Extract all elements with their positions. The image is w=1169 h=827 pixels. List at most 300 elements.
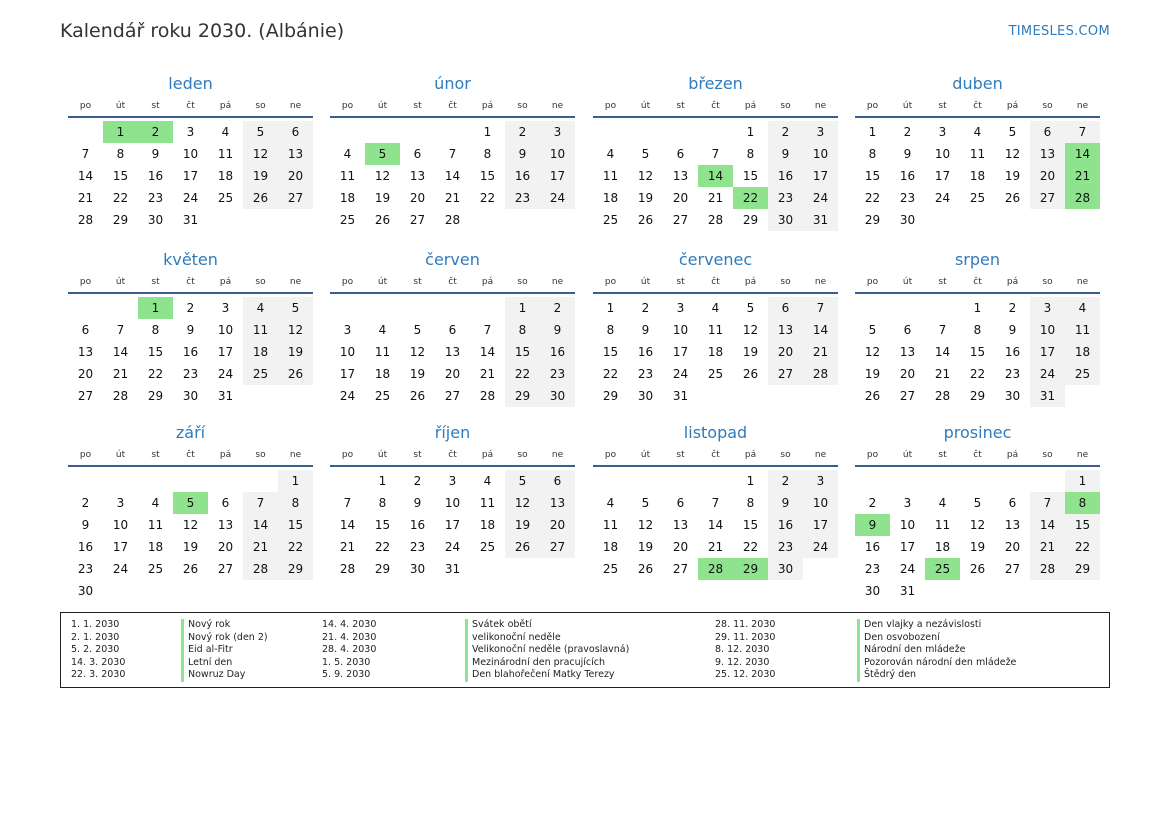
day-cell: 19 [864,367,881,381]
weekday-label: čt [186,277,195,287]
day-cell: 28 [77,213,94,227]
day-cell: 22 [602,367,619,381]
day-cell: 21 [112,367,129,381]
day-cell: 24 [112,562,129,576]
weekday-label: út [640,101,651,111]
month-srpen [855,248,1100,407]
weekday-label: ne [551,277,564,287]
day-cell: 31 [444,562,461,576]
day-cell: 22 [742,540,759,554]
legend-date: 21. 4. 2030 [322,631,377,643]
month-name: únor [434,74,471,93]
day-cell: 26 [637,213,654,227]
day-cell: 27 [444,389,461,403]
legend-holiday-name: Národní den mládeže [857,644,1016,657]
day-cell: 13 [672,518,689,532]
day-cell: 22 [112,191,129,205]
day-cell: 21 [707,540,724,554]
day-cell: 6 [1008,496,1017,510]
day-cell: 3 [938,125,947,139]
day-cell: 10 [899,518,916,532]
day-cell: 18 [243,341,278,363]
day-cell: 11 [339,169,356,183]
weekday-label: st [413,101,422,111]
day-cell: 17 [803,514,838,536]
day-cell: 18 [602,191,619,205]
day-cell: 12 [637,169,654,183]
day-cell: 4 [483,474,492,488]
day-cell: 19 [409,367,426,381]
empty-cell [855,470,890,492]
day-cell: 28 [112,389,129,403]
weekday-label: st [151,450,160,460]
day-cell: 19 [278,341,313,363]
day-cell: 28 [479,389,496,403]
holiday-day-cell: 14 [698,165,733,187]
legend-holiday-name: Den vlajky a nezávislosti [857,619,1016,632]
day-cell: 30 [637,389,654,403]
month-září [68,421,313,602]
day-cell: 27 [672,213,689,227]
day-grid [68,121,313,231]
day-cell: 7 [1065,121,1100,143]
day-cell: 30 [409,562,426,576]
day-cell: 19 [637,540,654,554]
day-cell: 18 [969,169,986,183]
weekday-label: st [413,277,422,287]
site-link[interactable]: TIMESLES.COM [1008,24,1110,39]
empty-cell [663,121,698,143]
day-cell: 6 [221,496,230,510]
day-cell: 18 [217,169,234,183]
day-cell: 9 [413,496,422,510]
day-cell: 9 [641,323,650,337]
weekday-label: po [341,450,354,460]
day-cell: 3 [1030,297,1065,319]
day-cell: 22 [278,536,313,558]
day-cell: 25 [147,562,164,576]
legend-holiday-name: Nowruz Day [181,669,268,682]
legend-date: 22. 3. 2030 [71,669,126,681]
legend-dates-2 [322,619,376,682]
empty-cell [435,121,470,143]
weekday-label: st [938,277,947,287]
day-cell: 10 [672,323,689,337]
weekday-label: so [780,277,791,287]
day-cell: 4 [606,496,615,510]
day-cell: 13 [444,345,461,359]
day-cell: 21 [243,536,278,558]
day-cell: 29 [112,213,129,227]
day-cell: 25 [339,213,356,227]
empty-cell [330,297,365,319]
holiday-day-cell: 22 [733,187,768,209]
day-cell: 18 [602,540,619,554]
weekday-header [855,272,1100,294]
month-name: červen [425,250,480,269]
day-grid [68,297,313,407]
empty-cell [68,470,103,492]
day-cell: 14 [479,345,496,359]
day-cell: 26 [374,213,391,227]
weekday-label: út [377,277,388,287]
day-cell: 30 [77,584,94,598]
day-cell: 26 [278,363,313,385]
legend-dates-1 [71,619,125,682]
empty-cell [68,297,103,319]
empty-cell [925,297,960,319]
day-cell: 2 [540,297,575,319]
day-cell: 3 [676,301,685,315]
day-cell: 17 [540,165,575,187]
day-cell: 24 [540,187,575,209]
weekday-label: ne [1076,101,1089,111]
day-cell: 18 [934,540,951,554]
weekday-header [855,96,1100,118]
day-cell: 11 [374,345,391,359]
day-cell: 6 [676,147,685,161]
day-cell: 30 [768,558,803,580]
empty-cell [243,470,278,492]
day-cell: 31 [672,389,689,403]
day-cell: 6 [1030,121,1065,143]
day-cell: 12 [1004,147,1021,161]
weekday-label: so [517,450,528,460]
day-cell: 1 [868,125,877,139]
weekday-header [593,445,838,467]
weekday-header [68,445,313,467]
day-cell: 23 [768,187,803,209]
weekday-label: út [902,277,913,287]
day-cell: 21 [479,367,496,381]
day-cell: 19 [243,165,278,187]
day-cell: 22 [969,367,986,381]
day-cell: 27 [672,562,689,576]
holiday-legend [60,612,1110,688]
weekday-label: pá [1006,450,1019,460]
weekday-label: pá [219,450,232,460]
day-cell: 24 [182,191,199,205]
weekday-label: út [377,450,388,460]
day-cell: 28 [803,363,838,385]
empty-cell [995,470,1030,492]
day-cell: 28 [934,389,951,403]
day-cell: 15 [479,169,496,183]
day-cell: 14 [1030,514,1065,536]
day-cell: 13 [899,345,916,359]
day-cell: 15 [742,518,759,532]
day-cell: 1 [746,474,755,488]
weekday-label: st [151,277,160,287]
day-cell: 9 [151,147,160,161]
month-name: prosinec [943,423,1012,442]
day-cell: 27 [899,389,916,403]
weekday-label: pá [744,450,757,460]
day-grid [593,470,838,580]
day-cell: 5 [868,323,877,337]
day-cell: 23 [899,191,916,205]
weekday-label: út [115,277,126,287]
day-cell: 27 [409,213,426,227]
day-cell: 7 [1030,492,1065,514]
day-cell: 17 [934,169,951,183]
day-cell: 6 [768,297,803,319]
day-cell: 6 [413,147,422,161]
day-cell: 26 [742,367,759,381]
day-cell: 30 [182,389,199,403]
day-grid [593,121,838,231]
day-cell: 6 [81,323,90,337]
legend-date: 1. 1. 2030 [71,619,120,630]
holiday-day-cell: 28 [1065,187,1100,209]
day-cell: 11 [243,319,278,341]
day-grid [855,297,1100,407]
month-duben [855,72,1100,231]
day-cell: 13 [540,492,575,514]
weekday-header [68,96,313,118]
day-cell: 19 [182,540,199,554]
day-cell: 26 [182,562,199,576]
empty-cell [698,121,733,143]
day-cell: 23 [505,187,540,209]
day-cell: 4 [343,147,352,161]
weekday-label: so [780,450,791,460]
month-name: říjen [434,423,471,442]
empty-cell [208,470,243,492]
month-říjen [330,421,575,580]
day-cell: 17 [112,540,129,554]
day-cell: 31 [1030,385,1065,407]
day-cell: 3 [903,496,912,510]
empty-cell [435,297,470,319]
day-cell: 7 [803,297,838,319]
holiday-day-cell: 25 [925,558,960,580]
day-cell: 29 [742,213,759,227]
weekday-label: st [938,450,947,460]
legend-holiday-name: Nový rok (den 2) [181,632,268,645]
legend-holiday-name: Nový rok [181,619,268,632]
day-cell: 23 [540,363,575,385]
day-cell: 5 [278,297,313,319]
day-cell: 2 [768,121,803,143]
month-červenec [593,248,838,407]
day-cell: 26 [1004,191,1021,205]
day-cell: 29 [505,385,540,407]
legend-holiday-name: Pozorován národní den mládeže [857,657,1016,670]
day-cell: 9 [903,147,912,161]
weekday-label: ne [289,450,302,460]
legend-date: 14. 3. 2030 [71,656,126,668]
day-cell: 17 [672,345,689,359]
day-cell: 12 [278,319,313,341]
day-cell: 28 [1030,558,1065,580]
day-cell: 29 [1065,558,1100,580]
day-cell: 27 [540,536,575,558]
day-cell: 31 [803,209,838,231]
day-cell: 8 [278,492,313,514]
day-cell: 17 [899,540,916,554]
day-cell: 19 [742,345,759,359]
day-cell: 19 [637,191,654,205]
day-cell: 24 [217,367,234,381]
day-cell: 21 [339,540,356,554]
day-cell: 7 [483,323,492,337]
day-cell: 5 [413,323,422,337]
day-cell: 13 [672,169,689,183]
weekday-label: čt [186,450,195,460]
day-cell: 12 [637,518,654,532]
day-cell: 3 [448,474,457,488]
day-cell: 25 [602,213,619,227]
legend-date: 5. 9. 2030 [322,669,371,681]
day-cell: 5 [1008,125,1017,139]
legend-names-3 [857,619,1016,682]
empty-cell [663,470,698,492]
day-cell: 25 [707,367,724,381]
legend-holiday-name: Den blahořečení Matky Terezy [465,669,629,682]
empty-cell [890,297,925,319]
day-cell: 10 [1030,319,1065,341]
day-cell: 26 [243,187,278,209]
day-cell: 14 [112,345,129,359]
weekday-label: ne [1076,450,1089,460]
day-grid [330,121,575,231]
empty-cell [855,297,890,319]
day-cell: 12 [182,518,199,532]
day-cell: 25 [243,363,278,385]
day-cell: 16 [637,345,654,359]
weekday-header [855,445,1100,467]
legend-holiday-name: Svátek obětí [465,619,629,632]
weekday-label: po [79,101,92,111]
day-cell: 16 [768,165,803,187]
day-cell: 13 [1030,143,1065,165]
weekday-header [68,272,313,294]
day-cell: 11 [707,323,724,337]
legend-date: 28. 11. 2030 [715,619,776,630]
day-cell: 2 [186,301,195,315]
day-cell: 22 [374,540,391,554]
weekday-label: po [341,277,354,287]
day-cell: 4 [221,125,230,139]
weekday-label: út [902,450,913,460]
day-cell: 9 [1008,323,1017,337]
weekday-label: po [604,277,617,287]
day-cell: 9 [540,319,575,341]
day-cell: 2 [1008,301,1017,315]
day-cell: 1 [746,125,755,139]
month-únor [330,72,575,231]
day-cell: 22 [147,367,164,381]
day-cell: 7 [711,496,720,510]
day-cell: 15 [112,169,129,183]
weekday-label: ne [814,450,827,460]
day-cell: 8 [746,496,755,510]
day-grid [330,297,575,407]
day-cell: 5 [973,496,982,510]
day-cell: 16 [899,169,916,183]
legend-holiday-name: Den osvobození [857,632,1016,645]
holiday-day-cell: 21 [1065,165,1100,187]
day-cell: 20 [409,191,426,205]
empty-cell [1030,470,1065,492]
day-cell: 27 [1030,187,1065,209]
day-cell: 20 [444,367,461,381]
day-cell: 12 [374,169,391,183]
day-cell: 23 [147,191,164,205]
day-cell: 23 [637,367,654,381]
weekday-label: pá [744,101,757,111]
day-cell: 4 [973,125,982,139]
day-grid [855,470,1100,602]
weekday-label: po [866,277,879,287]
day-cell: 1 [378,474,387,488]
month-name: listopad [683,423,748,442]
day-cell: 11 [602,169,619,183]
legend-date: 29. 11. 2030 [715,631,776,643]
day-cell: 14 [77,169,94,183]
day-cell: 21 [77,191,94,205]
day-cell: 19 [374,191,391,205]
day-cell: 29 [147,389,164,403]
day-cell: 30 [864,584,881,598]
day-cell: 16 [182,345,199,359]
day-cell: 5 [505,470,540,492]
day-cell: 23 [182,367,199,381]
weekday-label: so [255,101,266,111]
page-title: Kalendář roku 2030. (Albánie) [60,20,345,42]
weekday-label: st [413,450,422,460]
weekday-label: pá [219,277,232,287]
day-cell: 24 [339,389,356,403]
empty-cell [960,470,995,492]
day-cell: 15 [374,518,391,532]
day-cell: 26 [505,536,540,558]
day-grid [68,470,313,602]
month-name: srpen [954,250,1001,269]
day-cell: 17 [217,345,234,359]
day-cell: 24 [444,540,461,554]
day-cell: 15 [969,345,986,359]
day-cell: 29 [864,213,881,227]
day-cell: 4 [243,297,278,319]
month-březen [593,72,838,231]
weekday-label: út [902,101,913,111]
weekday-label: st [676,450,685,460]
day-cell: 6 [540,470,575,492]
weekday-label: so [517,277,528,287]
day-cell: 24 [934,191,951,205]
day-cell: 19 [505,514,540,536]
day-cell: 23 [768,536,803,558]
empty-cell [593,470,628,492]
weekday-label: so [1042,101,1053,111]
day-cell: 13 [768,319,803,341]
holiday-day-cell: 14 [1065,143,1100,165]
legend-date: 9. 12. 2030 [715,656,770,668]
day-cell: 16 [768,514,803,536]
day-cell: 19 [1004,169,1021,183]
day-cell: 8 [505,319,540,341]
weekday-header [330,96,575,118]
day-cell: 22 [864,191,881,205]
weekday-label: čt [448,450,457,460]
day-cell: 7 [448,147,457,161]
day-cell: 14 [339,518,356,532]
day-cell: 15 [602,345,619,359]
legend-date: 14. 4. 2030 [322,619,377,630]
day-cell: 2 [413,474,422,488]
